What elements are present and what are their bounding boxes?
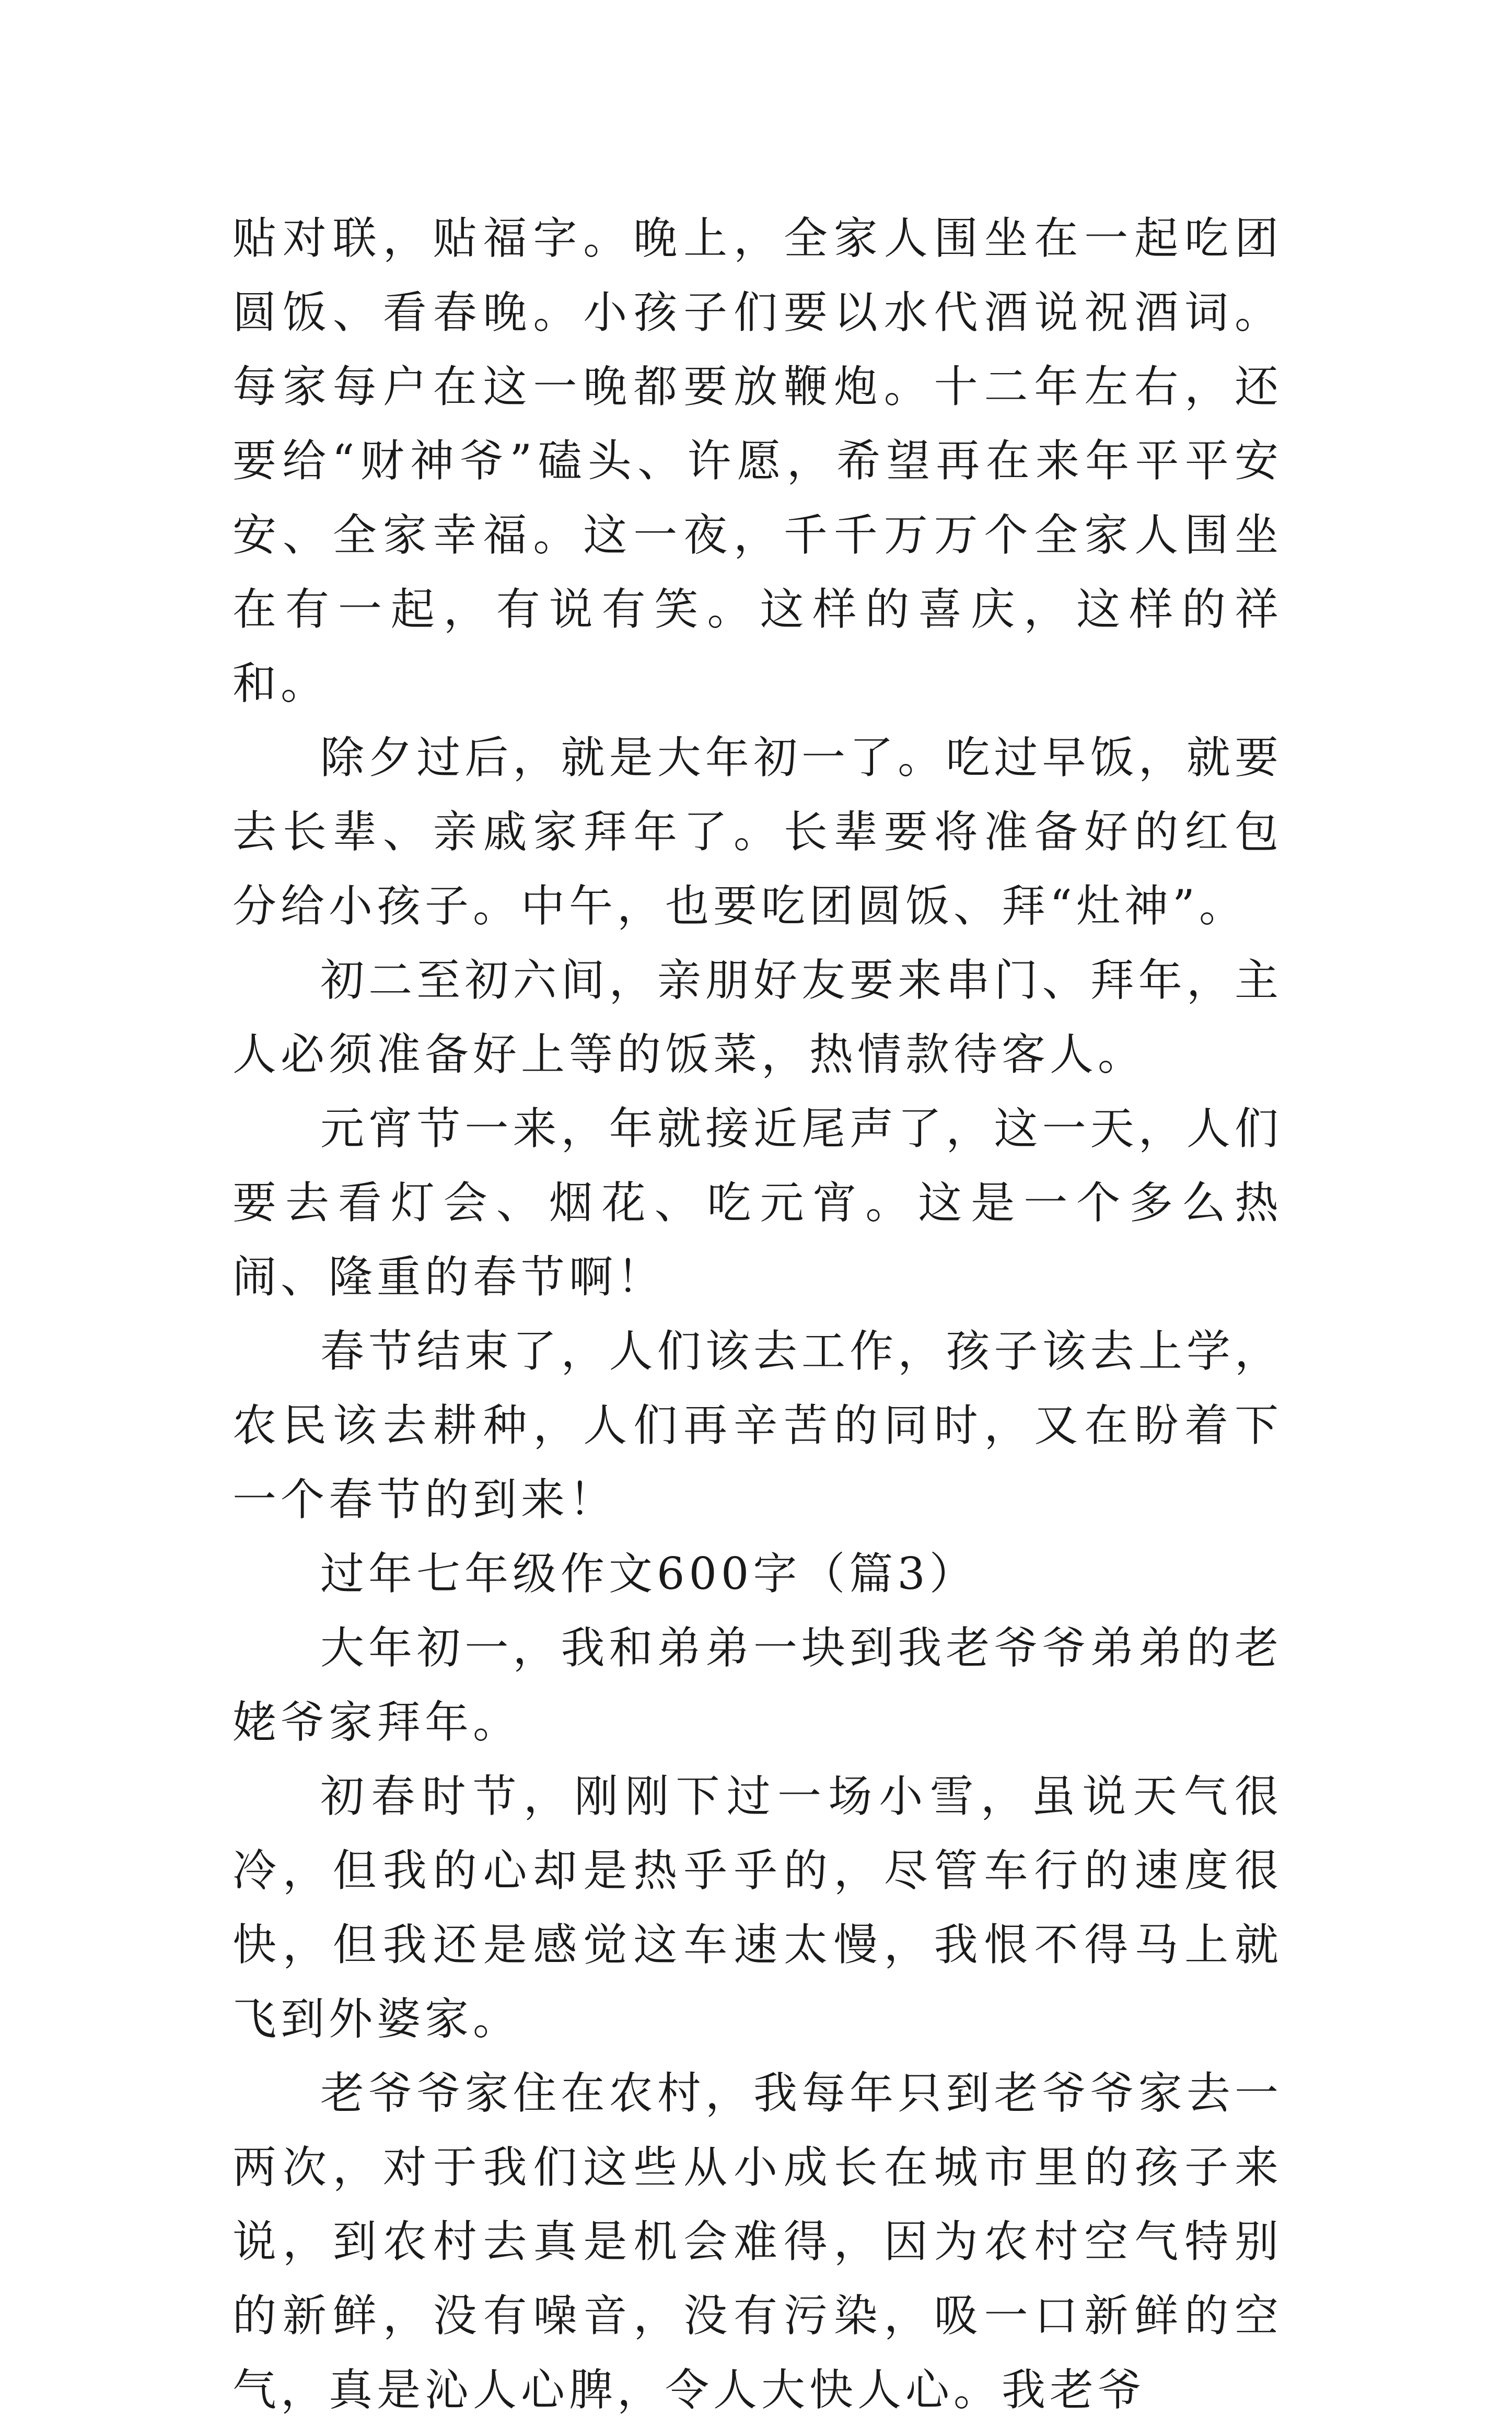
paragraph-2: 除夕过后，就是大年初一了。吃过早饭，就要去长辈、亲戚家拜年了。长辈要将准备好的红包分给小孩子。中午，也要吃团圆饭、拜“灶神”。	[232, 732, 1283, 932]
paragraph-6: 大年初一，我和弟弟一块到我老爷爷弟弟的老姥爷家拜年。	[232, 1622, 1283, 1748]
paragraph-7: 初春时节，刚刚下过一场小雪，虽说天气很冷，但我的心却是热乎乎的，尽管车行的速度很快，但我还是感觉这车速太慢，我恨不得马上就飞到外婆家。	[232, 1771, 1283, 2045]
paragraph-5: 春节结束了，人们该去工作，孩子该去上学，农民该去耕种，人们再辛苦的同时，又在盼着下一个春节的到来！	[232, 1326, 1283, 1525]
section-heading: 过年七年级作文600字（篇3）	[320, 1548, 978, 1599]
paragraph-1: 贴对联，贴福字。晚上，全家人围坐在一起吃团圆饭、看春晚。小孩子们要以水代酒说祝酒词。每家每户在这一晚都要放鞭炮。十二年左右，还要给“财神爷”磕头、许愿，希望再在来年平平安安、全家幸福。这一夜，千千万万个全家人围坐在有一起，有说有笑。这样的喜庆，这样的祥和。	[232, 213, 1283, 709]
paragraph-4: 元宵节一来，年就接近尾声了，这一天，人们要去看灯会、烟花、吃元宵。这是一个多么热闹、隆重的春节啊！	[232, 1103, 1283, 1303]
document-body	[232, 201, 1283, 2427]
paragraph-3: 初二至初六间，亲朋好友要来串门、拜年，主人必须准备好上等的饭菜，热情款待客人。	[232, 955, 1283, 1080]
paragraph-8: 老爷爷家住在农村，我每年只到老爷爷家去一两次，对于我们这些从小成长在城市里的孩子来说，到农村去真是机会难得，因为农村空气特别的新鲜，没有噪音，没有污染，吸一口新鲜的空气，真是沁人心脾，令人大快人心。我老爷	[232, 2068, 1283, 2416]
